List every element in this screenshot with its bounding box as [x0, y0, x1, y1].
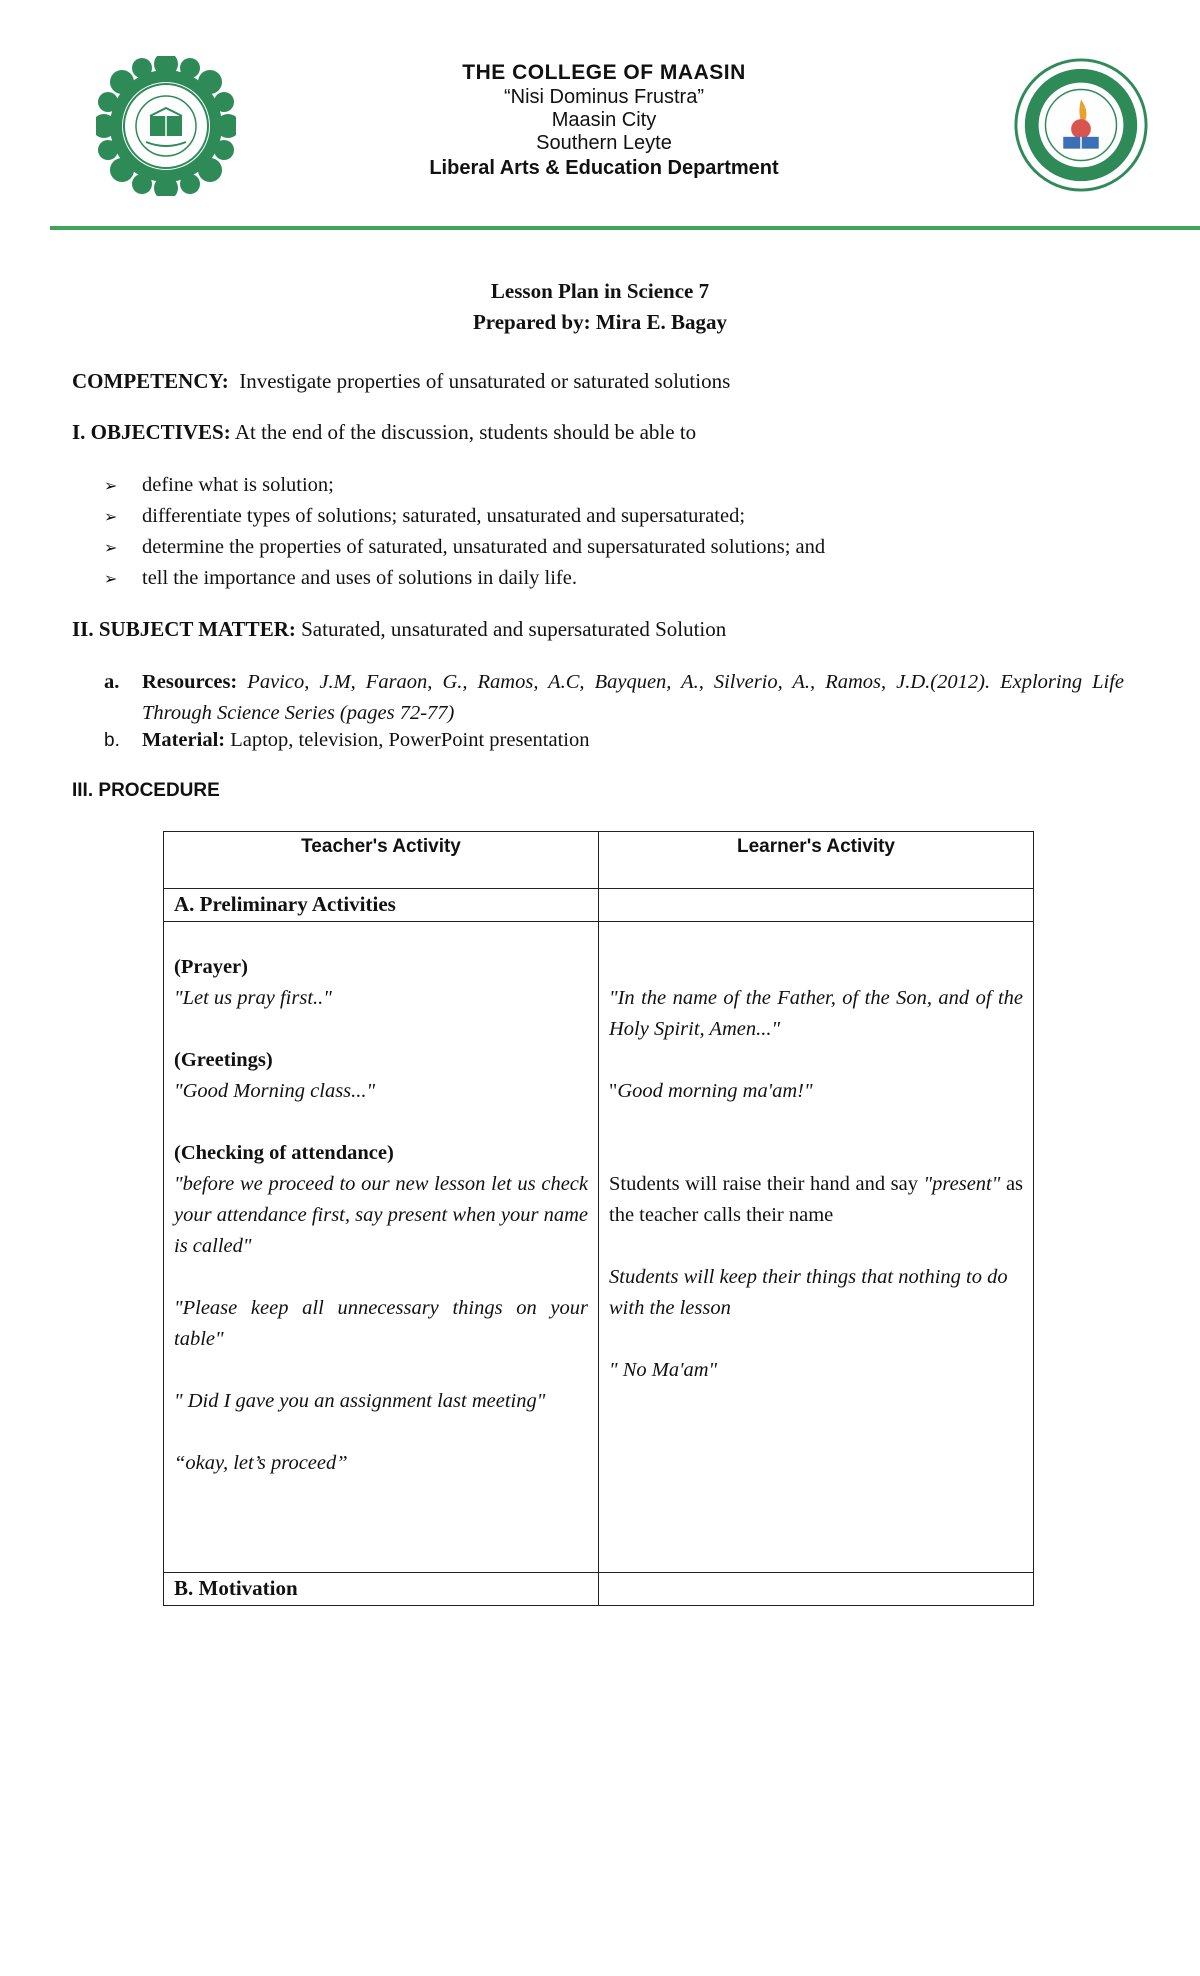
teacher-activity-cell [164, 922, 599, 1573]
competency-line [72, 369, 730, 394]
arrow-bullet-icon: ➢ [104, 538, 118, 557]
arrow-bullet-icon: ➢ [104, 507, 118, 526]
greetings-heading: (Greetings) [174, 1049, 273, 1071]
proceed-teacher: “okay, let’s proceed” [174, 1452, 348, 1474]
greetings-learner: "Good morning ma'am!" [609, 1080, 813, 1102]
college-province: Southern Leyte [536, 132, 672, 154]
teacher-activity-header: Teacher's Activity [164, 832, 599, 889]
competency-label: COMPETENCY: [72, 369, 229, 393]
subject-matter-text: Saturated, unsaturated and supersaturated Solution [301, 617, 727, 641]
prayer-teacher: "Let us pray first.." [174, 987, 332, 1009]
college-city: Maasin City [551, 109, 657, 131]
learner-activity-header: Learner's Activity [599, 832, 1034, 889]
lesson-title: Lesson Plan in Science 7 [490, 279, 710, 303]
objectives-label: I. OBJECTIVES: [72, 420, 231, 444]
attendance-learner: Students will raise their hand and say "present" as the teacher calls their name [609, 1173, 1024, 1226]
greetings-teacher: "Good Morning class..." [174, 1080, 376, 1102]
table-row [164, 889, 1034, 922]
material-marker: b. [104, 730, 120, 751]
table-row [164, 922, 1034, 1573]
resources-text: Pavico, J.M, Faraon, G., Ramos, A.C, Bayquen, A., Silverio, A., Ramos, J.D.(2012). Exploring Life Through Science Series (pages 72-77) [142, 671, 1125, 724]
competency-text: Investigate properties of unsaturated or saturated solutions [239, 369, 731, 393]
attendance-heading: (Checking of attendance) [174, 1142, 394, 1164]
learner-activity-cell [599, 922, 1034, 1573]
department-name: Liberal Arts & Education Department [429, 157, 779, 179]
empty-cell [599, 1573, 1034, 1606]
procedure-table [163, 831, 1034, 1606]
college-seal-logo [96, 56, 236, 196]
arrow-bullet-icon: ➢ [104, 569, 118, 588]
resources-marker: a. [104, 671, 120, 693]
keep-things-teacher: "Please keep all unnecessary things on your table" [174, 1297, 588, 1350]
keep-things-learner: Students will keep their things that nothing to do with the lesson [609, 1266, 1008, 1319]
material-text: Laptop, television, PowerPoint presentation [230, 729, 590, 751]
resources-label: Resources: [142, 671, 238, 693]
list-item: ➢ determine the properties of saturated, unsaturated and supersaturated solutions; and [104, 532, 825, 563]
table-row [164, 1573, 1034, 1606]
subject-matter-label: II. SUBJECT MATTER: [72, 617, 296, 641]
material-label: Material: [142, 729, 226, 751]
letterhead [330, 60, 878, 181]
assignment-learner: " No Ma'am" [609, 1359, 718, 1381]
objectives-list [104, 470, 825, 594]
subject-matter-heading [72, 617, 726, 642]
assignment-teacher: " Did I gave you an assignment last meeting" [174, 1390, 546, 1412]
prepared-by: Prepared by: Mira E. Bagay [472, 310, 728, 334]
prayer-learner: "In the name of the Father, of the Son, and of the Holy Spirit, Amen..." [609, 987, 1023, 1040]
list-item: ➢ differentiate types of solutions; saturated, unsaturated and supersaturated; [104, 501, 825, 532]
procedure-heading: III. PROCEDURE [72, 780, 220, 801]
material-item [104, 729, 589, 752]
arrow-bullet-icon: ➢ [104, 476, 118, 495]
department-seal-logo [1012, 56, 1150, 194]
objectives-heading [72, 420, 696, 445]
header-divider [50, 226, 1200, 230]
resources-item [104, 667, 1124, 729]
attendance-teacher: "before we proceed to our new lesson let us check your attendance first, say present when your name is called" [174, 1173, 588, 1257]
list-item: ➢ define what is solution; [104, 470, 825, 501]
college-name: THE COLLEGE OF MAASIN [462, 61, 746, 84]
empty-cell [599, 889, 1034, 922]
table-header-row [164, 832, 1034, 889]
college-motto: “Nisi Dominus Frustra” [503, 86, 705, 108]
lesson-title-block [0, 276, 1200, 338]
list-item: ➢ tell the importance and uses of solutions in daily life. [104, 563, 825, 594]
objectives-intro: At the end of the discussion, students should be able to [234, 420, 697, 444]
prayer-heading: (Prayer) [174, 956, 248, 978]
section-motivation: B. Motivation [164, 1573, 599, 1606]
section-preliminary: A. Preliminary Activities [164, 889, 599, 922]
